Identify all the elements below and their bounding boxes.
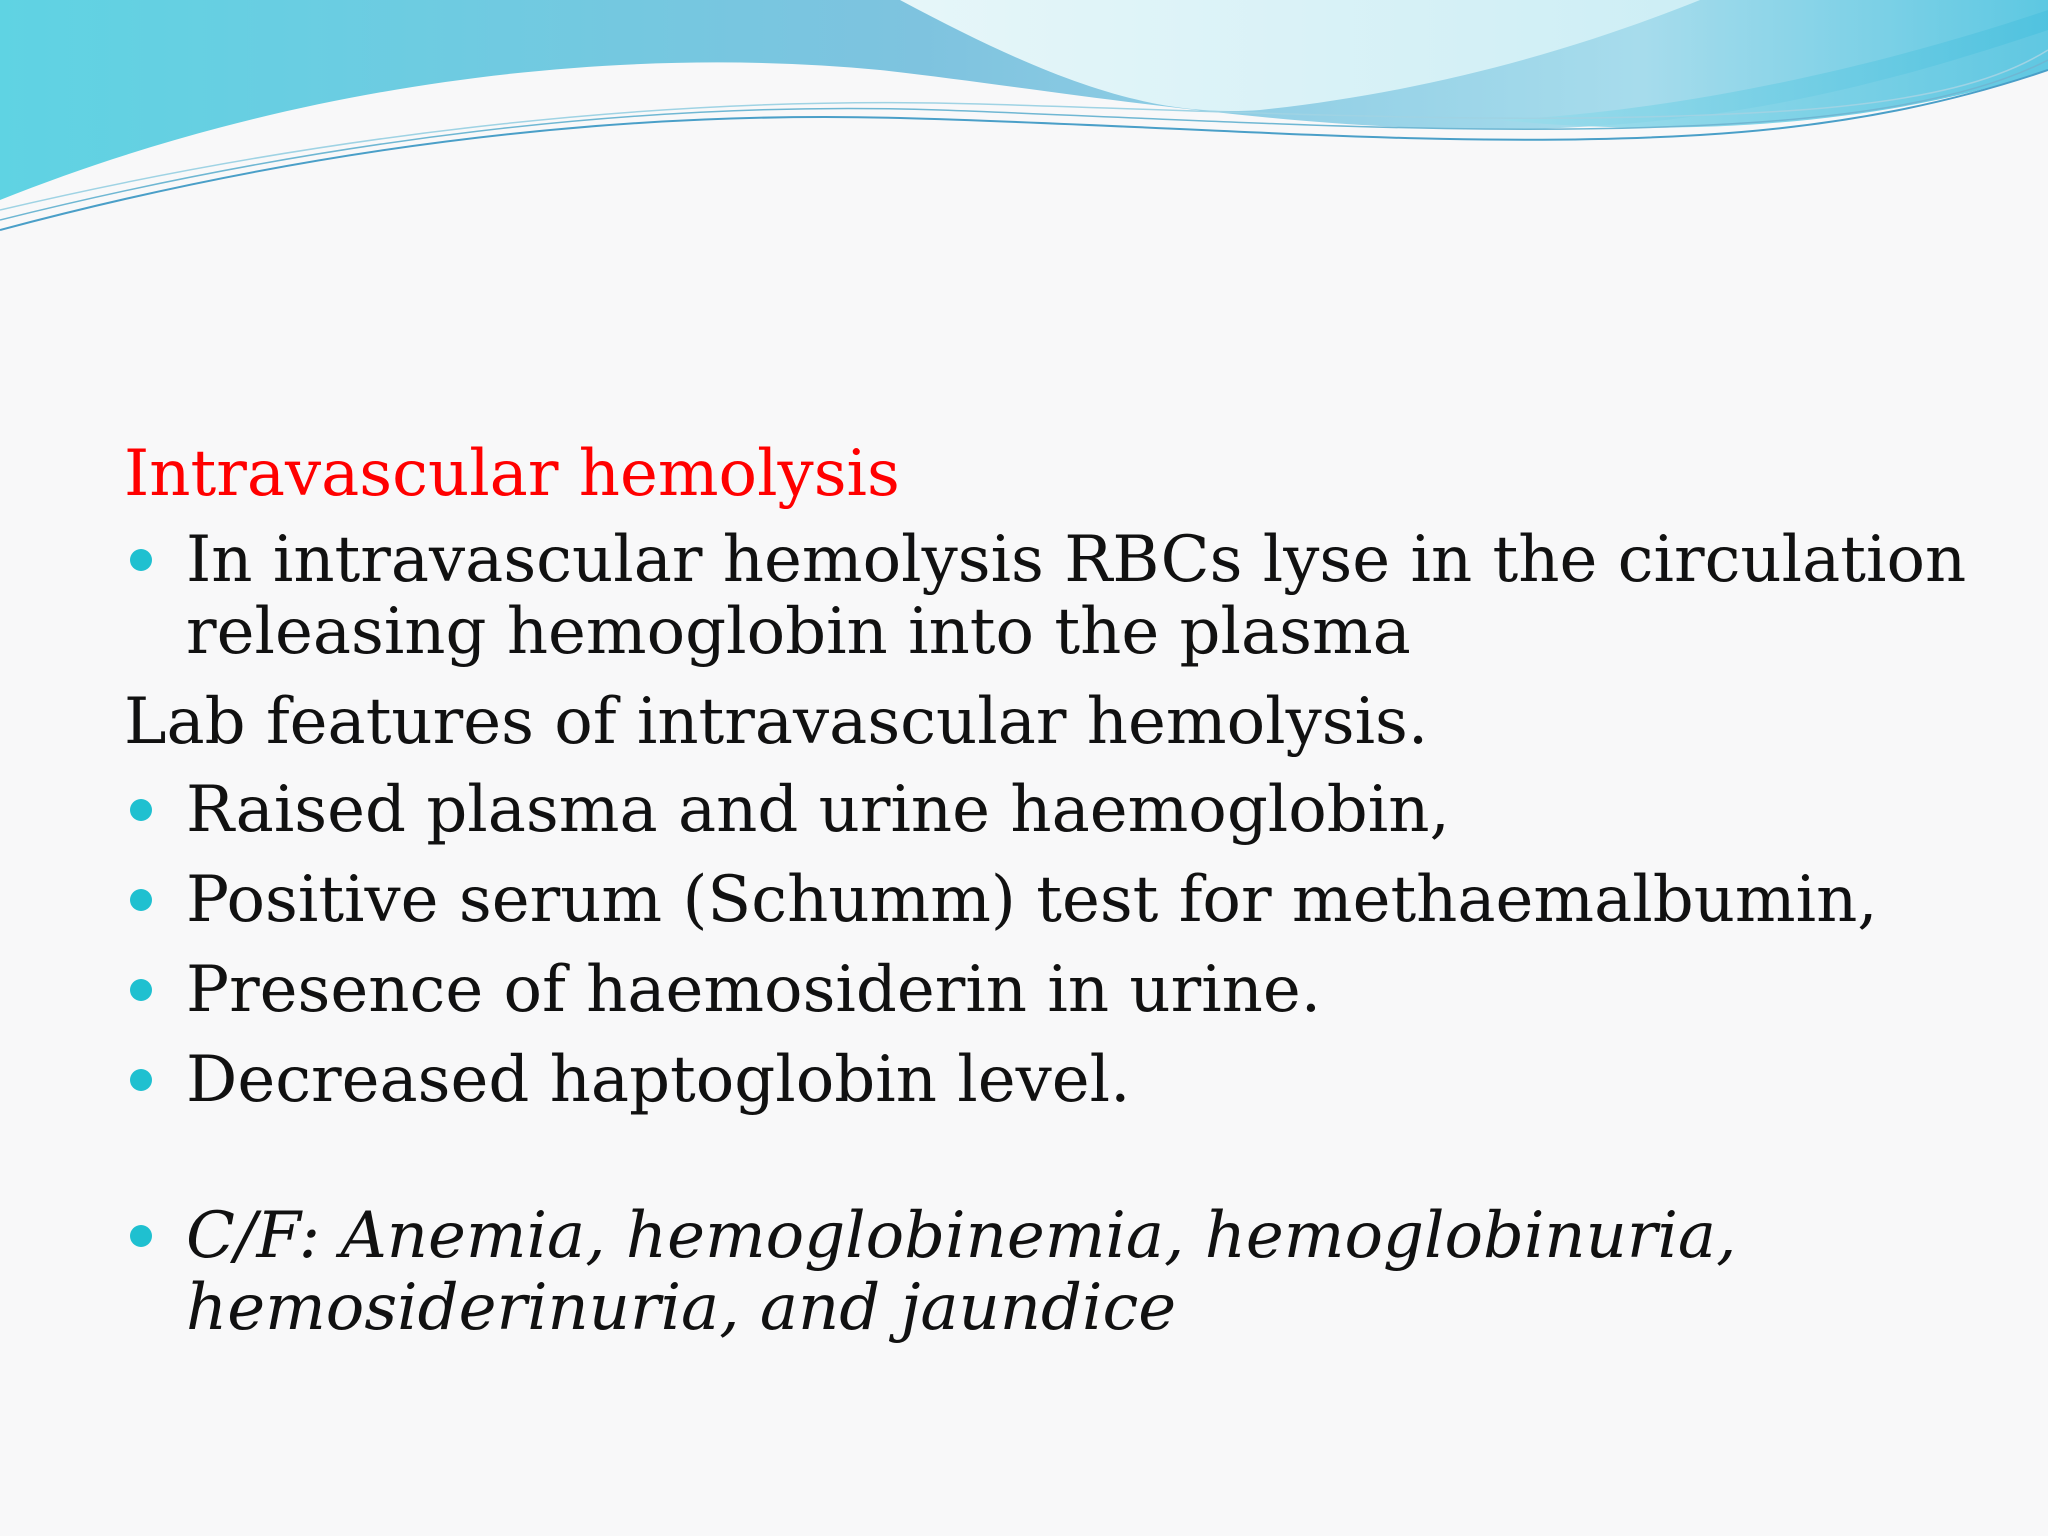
section-heading: Intravascular hemolysis	[124, 437, 900, 511]
bullet-item-lab-2	[124, 864, 1984, 936]
bullet-item-lab-4	[124, 1044, 1984, 1116]
bullet-dot-icon	[130, 799, 152, 821]
bullet-dot-icon	[130, 1069, 152, 1091]
bullet-dot-icon	[130, 1225, 152, 1247]
slide-body	[124, 438, 1984, 1362]
bullet-text: In intravascular hemolysis RBCs lyse in the circulation releasing hemoglobin into the plasma	[186, 523, 1967, 669]
bullet-dot-icon	[130, 549, 152, 571]
bullet-dot-icon	[130, 889, 152, 911]
bullet-text: Positive serum (Schumm) test for methaemalbumin,	[186, 863, 1878, 937]
bullet-text: Presence of haemosiderin in urine.	[186, 953, 1322, 1027]
bullet-text: C/F: Anemia, hemoglobinemia, hemoglobinuria, hemosiderinuria, and jaundice	[186, 1199, 1737, 1345]
bullet-item-intro	[124, 524, 1984, 668]
bullet-text: Decreased haptoglobin level.	[186, 1043, 1131, 1117]
bullet-item-clinical-features	[124, 1200, 1984, 1344]
bullet-text: Raised plasma and urine haemoglobin,	[186, 773, 1450, 847]
spacer	[124, 1134, 1984, 1200]
bullet-item-lab-3	[124, 954, 1984, 1026]
bullet-item-lab-1	[124, 774, 1984, 846]
header-wave-decoration	[0, 0, 2048, 240]
bullet-dot-icon	[130, 979, 152, 1001]
lab-features-heading: Lab features of intravascular hemolysis.	[124, 685, 1429, 759]
